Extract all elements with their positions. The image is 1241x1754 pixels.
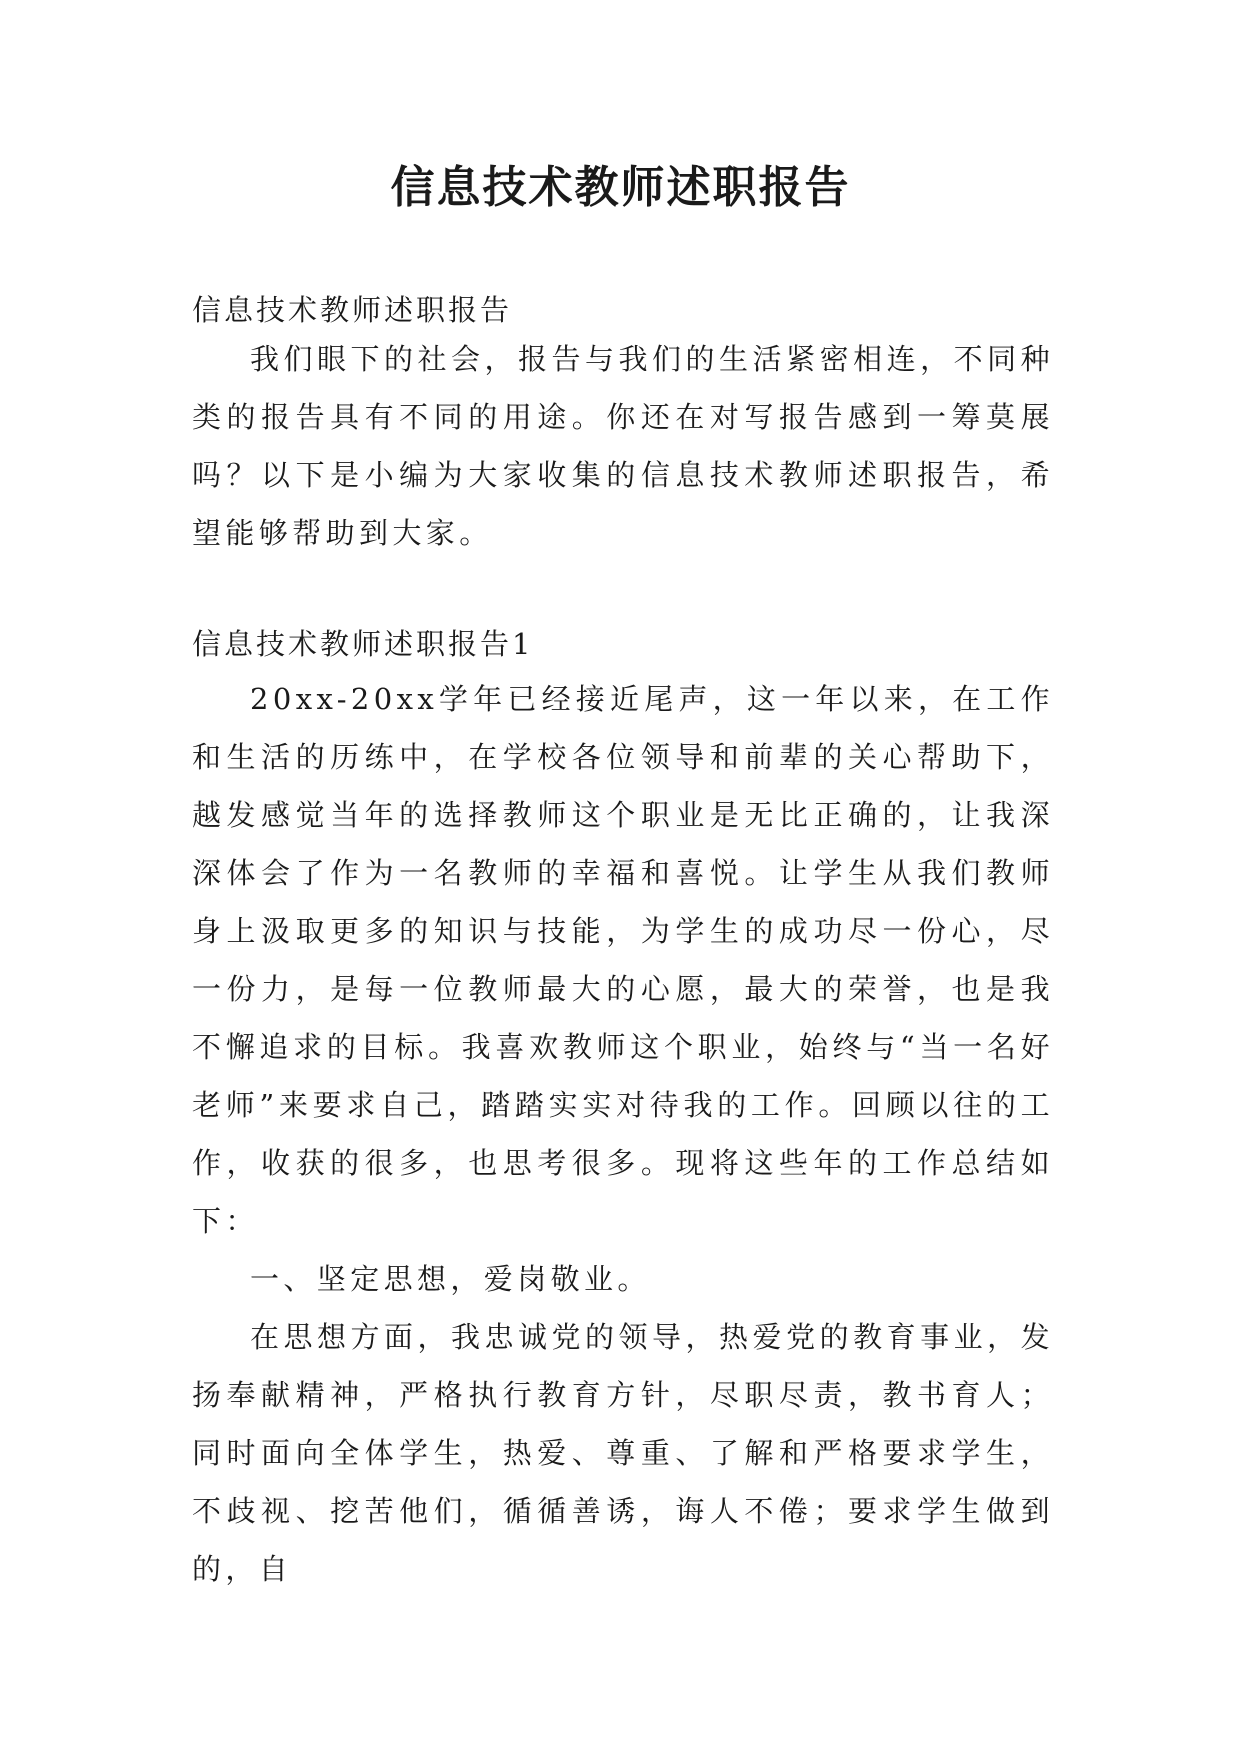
document-title: 信息技术教师述职报告 — [390, 162, 851, 213]
section-body — [192, 670, 1054, 1598]
body-paragraph: 在思想方面，我忠诚党的领导，热爱党的教育事业，发扬奉献精神，严格执行教育方针，尽职尽责，教书育人；同时面向全体学生，热爱、尊重、了解和严格要求学生，不歧视、挖苦他们，循循善诱，诲人不倦；要求学生做到的，自 — [192, 1320, 1054, 1586]
document-subtitle: 信息技术教师述职报告 — [192, 293, 513, 327]
document-body — [192, 290, 1054, 1598]
section-heading: 信息技术教师述职报告1 — [192, 627, 534, 661]
body-paragraph: 20xx-20xx学年已经接近尾声，这一年以来，在工作和生活的历练中，在学校各位领导和前辈的关心帮助下，越发感觉当年的选择教师这个职业是无比正确的，让我深深体会了作为一名教师的幸福和喜悦。让学生从我们教师身上汲取更多的知识与技能，为学生的成功尽一份心，尽一份力，是每一位教师最大的心愿，最大的荣誉，也是我不懈追求的目标。我喜欢教师这个职业，始终与“当一名好老师”来要求自己，踏踏实实对待我的工作。回顾以往的工作，收获的很多，也思考很多。现将这些年的工作总结如下： — [192, 682, 1054, 1238]
sub-heading: 一、坚定思想，爱岗敬业。 — [250, 1262, 651, 1296]
intro-paragraph: 我们眼下的社会，报告与我们的生活紧密相连，不同种类的报告具有不同的用途。你还在对写报告感到一筹莫展吗？以下是小编为大家收集的信息技术教师述职报告，希望能够帮助到大家。 — [192, 342, 1054, 550]
